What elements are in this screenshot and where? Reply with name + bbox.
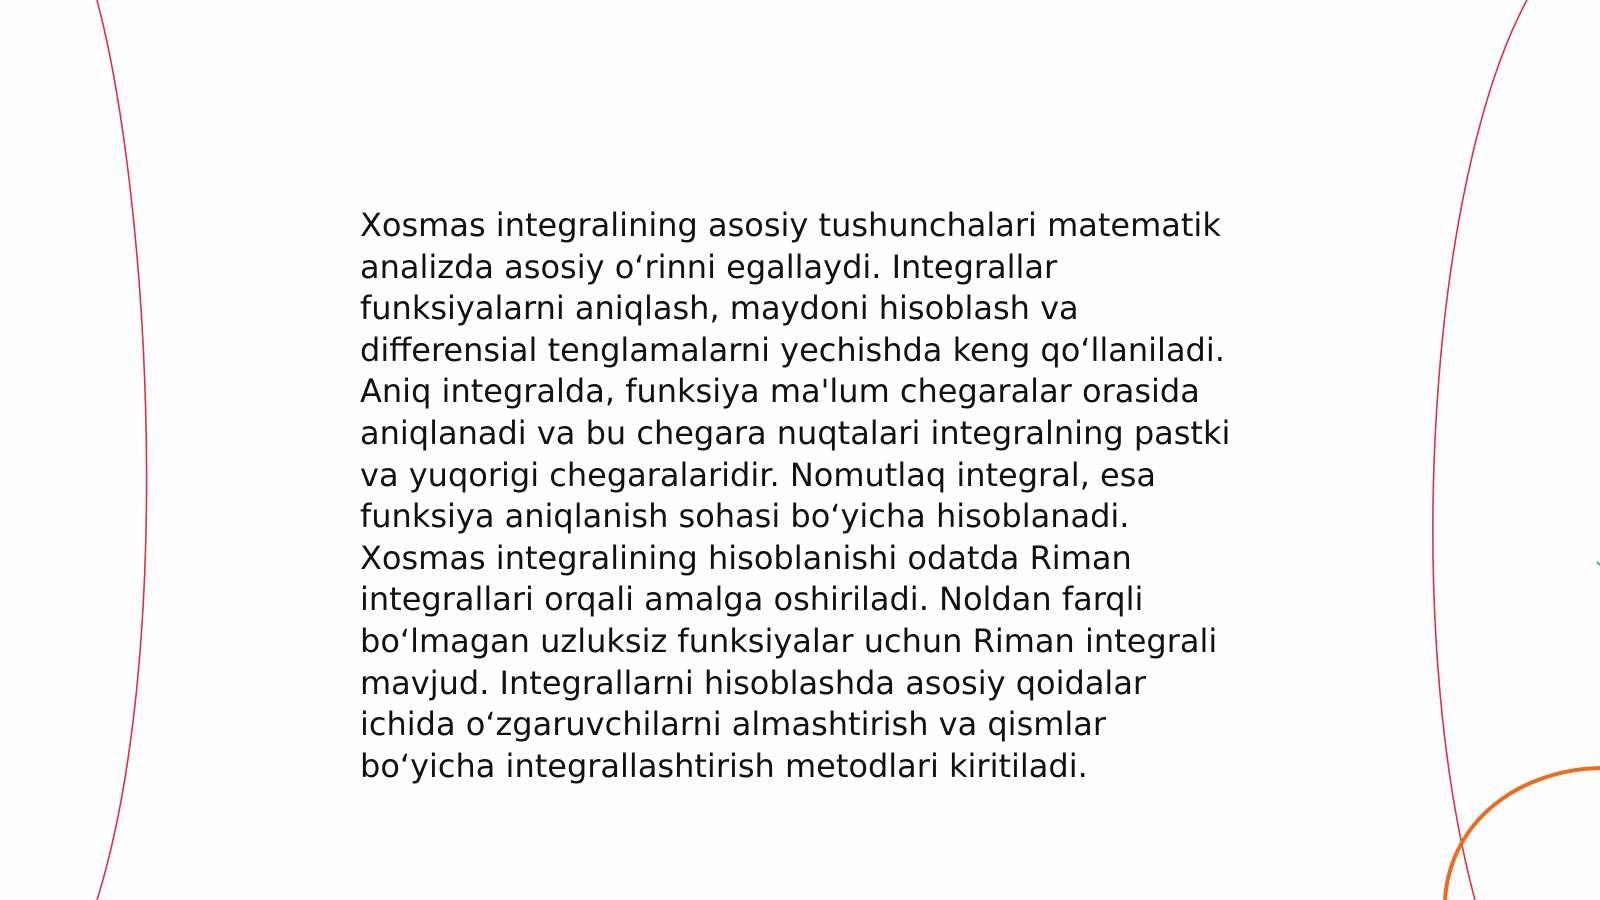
orange-circle-arc xyxy=(1445,768,1600,900)
paragraph-line: bo‘yicha integrallashtirish metodlari kiritiladi. xyxy=(360,746,1088,785)
paragraph-line: funksiya aniqlanish sohasi bo‘yicha hisoblanadi. xyxy=(360,497,1130,536)
left-red-arc xyxy=(97,0,147,900)
paragraph-line: Xosmas integralining hisoblanishi odatda Riman xyxy=(360,538,1132,577)
paragraph-line: va yuqorigi chegaralaridir. Nomutlaq integral, esa xyxy=(360,455,1156,494)
paragraph-line: Xosmas integralining asosiy tushunchalari matematik xyxy=(360,206,1221,244)
paragraph-line: integrallari orqali amalga oshiriladi. Noldan farqli xyxy=(360,580,1144,619)
paragraph-line: differensial tenglamalarni yechishda keng qo‘llaniladi. xyxy=(360,330,1225,369)
paragraph-line: funksiyalarni aniqlash, maydoni hisoblash va xyxy=(360,289,1079,328)
right-red-arc xyxy=(1433,0,1527,900)
paragraph-line: Aniq integralda, funksiya ma'lum chegaralar orasida xyxy=(360,372,1200,411)
paragraph-line: mavjud. Integrallarni hisoblashda asosiy qoidalar xyxy=(360,663,1147,702)
paragraph-line: ichida o‘zgaruvchilarni almashtirish va qismlar xyxy=(360,705,1107,744)
paragraph-line: aniqlanadi va bu chegara nuqtalari integralning pastki xyxy=(360,413,1231,452)
paragraph-line: bo‘lmagan uzluksiz funksiyalar uchun Riman integrali xyxy=(360,621,1218,660)
body-paragraph xyxy=(360,205,1260,787)
paragraph-line: analizda asosiy o‘rinni egallaydi. Integrallar xyxy=(360,247,1058,286)
